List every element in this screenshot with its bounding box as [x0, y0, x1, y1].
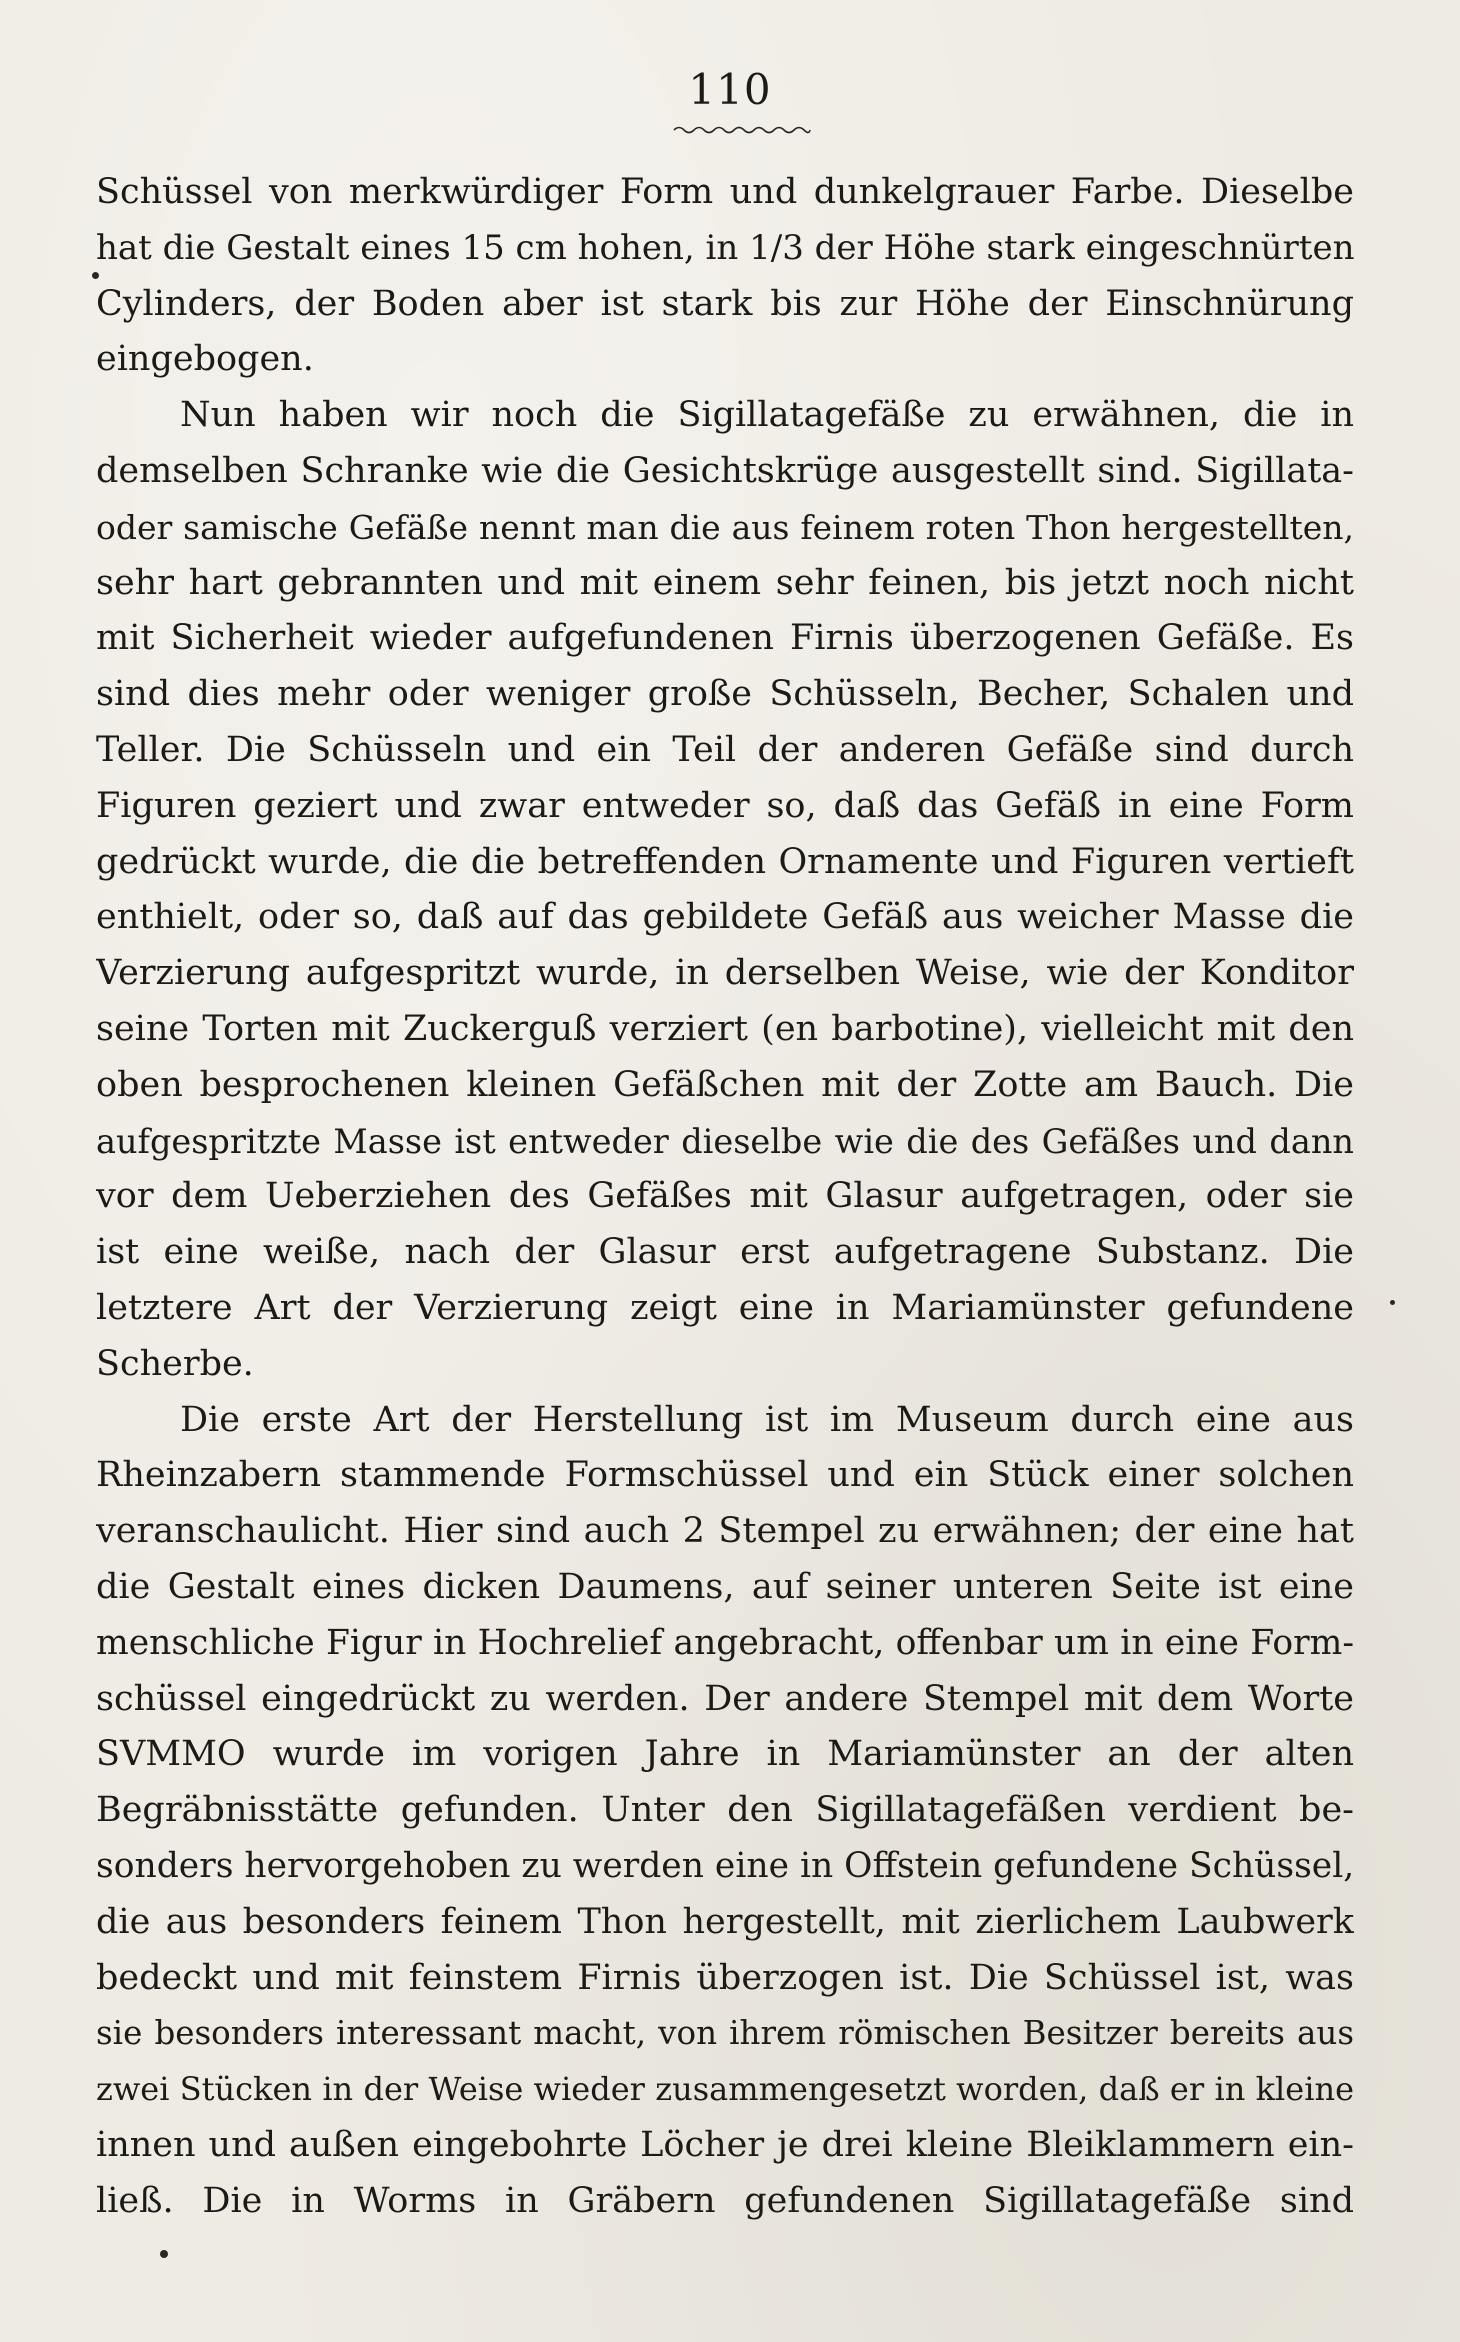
- text-line: seine Torten mit Zuckerguß verziert (en barbotine), vielleicht mit den: [96, 1008, 1354, 1049]
- text-line: Nun haben wir noch die Sigillatagefäße zu erwähnen, die in: [180, 395, 1354, 436]
- text-line: SVMMO wurde im vorigen Jahre in Mariamünster an der alten: [96, 1734, 1354, 1775]
- text-line: oben besprochenen kleinen Gefäßchen mit der Zotte am Bauch. Die: [96, 1064, 1354, 1105]
- text-line: enthielt, oder so, daß auf das gebildete Gefäß aus weicher Masse die: [96, 897, 1354, 938]
- page-number: 110: [688, 65, 772, 114]
- text-line: menschliche Figur in Hochrelief angebracht, offenbar um in eine Form-: [96, 1622, 1354, 1663]
- text-line: sonders hervorgehoben zu werden eine in Offstein gefundene Schüssel,: [96, 1845, 1354, 1886]
- text-line: die Gestalt eines dicken Daumens, auf seiner unteren Seite ist eine: [96, 1566, 1354, 1607]
- text-line: die aus besonders feinem Thon hergestellt, mit zierlichem Laubwerk: [96, 1901, 1354, 1942]
- text-line: vor dem Ueberziehen des Gefäßes mit Glasur aufgetragen, oder sie: [96, 1176, 1354, 1217]
- text-line: Schüssel von merkwürdiger Form und dunkelgrauer Farbe. Dieselbe: [96, 172, 1354, 212]
- text-line: sehr hart gebrannten und mit einem sehr feinen, bis jetzt noch nicht: [96, 562, 1354, 603]
- text-line: eingebogen.: [96, 339, 314, 380]
- text-line: schüssel eingedrückt zu werden. Der andere Stempel mit dem Worte: [96, 1678, 1354, 1719]
- text-line: sie besonders interessant macht, von ihrem römischen Besitzer bereits aus: [96, 2014, 1354, 2053]
- text-line: Verzierung aufgespritzt wurde, in derselben Weise, wie der Konditor: [96, 953, 1354, 994]
- text-line: ist eine weiße, nach der Glasur erst aufgetragene Substanz. Die: [96, 1232, 1354, 1273]
- text-line: demselben Schranke wie die Gesichtskrüge ausgestellt sind. Sigillata-: [96, 450, 1354, 491]
- ink-speck: [92, 272, 99, 279]
- text-line: zwei Stücken in der Weise wieder zusammengesetzt worden, daß er in kleine: [96, 2070, 1354, 2109]
- text-line: Die erste Art der Herstellung ist im Museum durch eine aus: [180, 1399, 1354, 1440]
- text-line: hat die Gestalt eines 15 cm hohen, in 1/3 der Höhe stark eingeschnürten: [96, 227, 1354, 268]
- text-line: oder samische Gefäße nennt man die aus feinem roten Thon hergestellten,: [96, 507, 1354, 547]
- text-line: gedrückt wurde, die die betreffenden Ornamente und Figuren vertieft: [96, 841, 1354, 882]
- text-line: mit Sicherheit wieder aufgefundenen Firnis überzogenen Gefäße. Es: [96, 618, 1354, 659]
- text-line: Figuren geziert und zwar entweder so, daß das Gefäß in eine Form: [96, 785, 1354, 826]
- text-line: Rheinzabern stammende Formschüssel und ein Stück einer solchen: [96, 1455, 1354, 1496]
- text-line: Scherbe.: [96, 1343, 254, 1384]
- text-line: letztere Art der Verzierung zeigt eine in Mariamünster gefundene: [96, 1287, 1354, 1328]
- wavy-rule-ornament: [672, 124, 812, 136]
- ink-speck: [1390, 1300, 1395, 1305]
- text-line: veranschaulicht. Hier sind auch 2 Stempel zu erwähnen; der eine hat: [96, 1511, 1354, 1552]
- text-line: innen und außen eingebohrte Löcher je drei kleine Bleiklammern ein-: [96, 2124, 1354, 2165]
- body-text: [96, 165, 1354, 2229]
- text-line: Cylinders, der Boden aber ist stark bis zur Höhe der Einschnürung: [96, 283, 1354, 324]
- text-line: ließ. Die in Worms in Gräbern gefundenen Sigillatagefäße sind: [96, 2180, 1354, 2221]
- ink-speck: [160, 2250, 168, 2258]
- text-line: Begräbnisstätte gefunden. Unter den Sigillatagefäßen verdient be-: [96, 1790, 1354, 1831]
- text-line: Teller. Die Schüsseln und ein Teil der anderen Gefäße sind durch: [96, 729, 1354, 770]
- text-line: aufgespritzte Masse ist entweder dieselbe wie die des Gefäßes und dann: [96, 1121, 1354, 1161]
- text-line: sind dies mehr oder weniger große Schüsseln, Becher, Schalen und: [96, 674, 1354, 715]
- text-line: bedeckt und mit feinstem Firnis überzogen ist. Die Schüssel ist, was: [96, 1957, 1354, 1998]
